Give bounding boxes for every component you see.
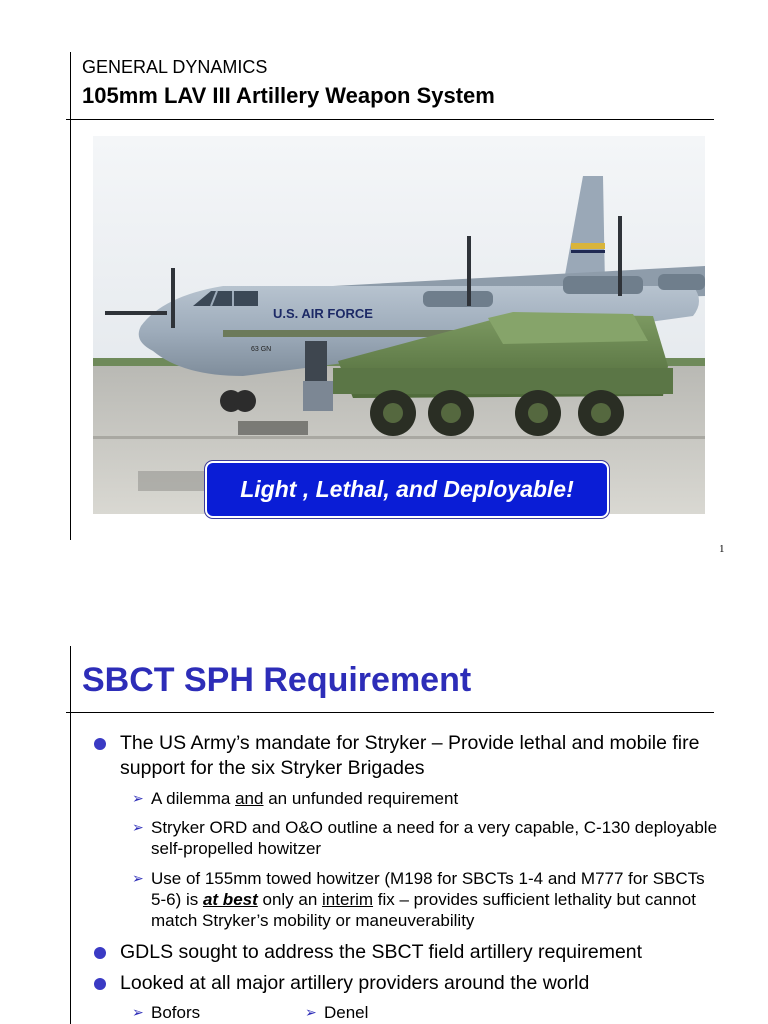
nose-serial-lettering: 63 GN — [251, 346, 272, 353]
fuselage-lettering: U.S. AIR FORCE — [273, 306, 373, 321]
arrow-bullet-icon: ➢ — [132, 790, 144, 806]
slide2-vertical-rule — [70, 646, 71, 1024]
arrow-bullet-icon: ➢ — [305, 1004, 317, 1020]
page-number: 1 — [719, 543, 725, 555]
aircraft-vehicle-photo — [93, 136, 705, 514]
arrow-bullet-icon: ➢ — [132, 870, 144, 886]
tagline-banner: Light , Lethal, and Deployable! — [205, 461, 609, 518]
slide2-horizontal-rule — [66, 712, 714, 713]
bullet-dot-icon — [94, 947, 106, 959]
slide1-horizontal-rule — [66, 119, 714, 120]
bullet-dot-icon — [94, 978, 106, 990]
arrow-bullet-icon: ➢ — [132, 819, 144, 835]
slide1-title: 105mm LAV III Artillery Weapon System — [82, 83, 495, 108]
slide1-vertical-rule — [70, 52, 71, 540]
arrow-bullet-icon: ➢ — [132, 1004, 144, 1020]
slide2-title: SBCT SPH Requirement — [82, 661, 472, 699]
company-name: GENERAL DYNAMICS — [82, 57, 268, 77]
bullet-dot-icon — [94, 738, 106, 750]
